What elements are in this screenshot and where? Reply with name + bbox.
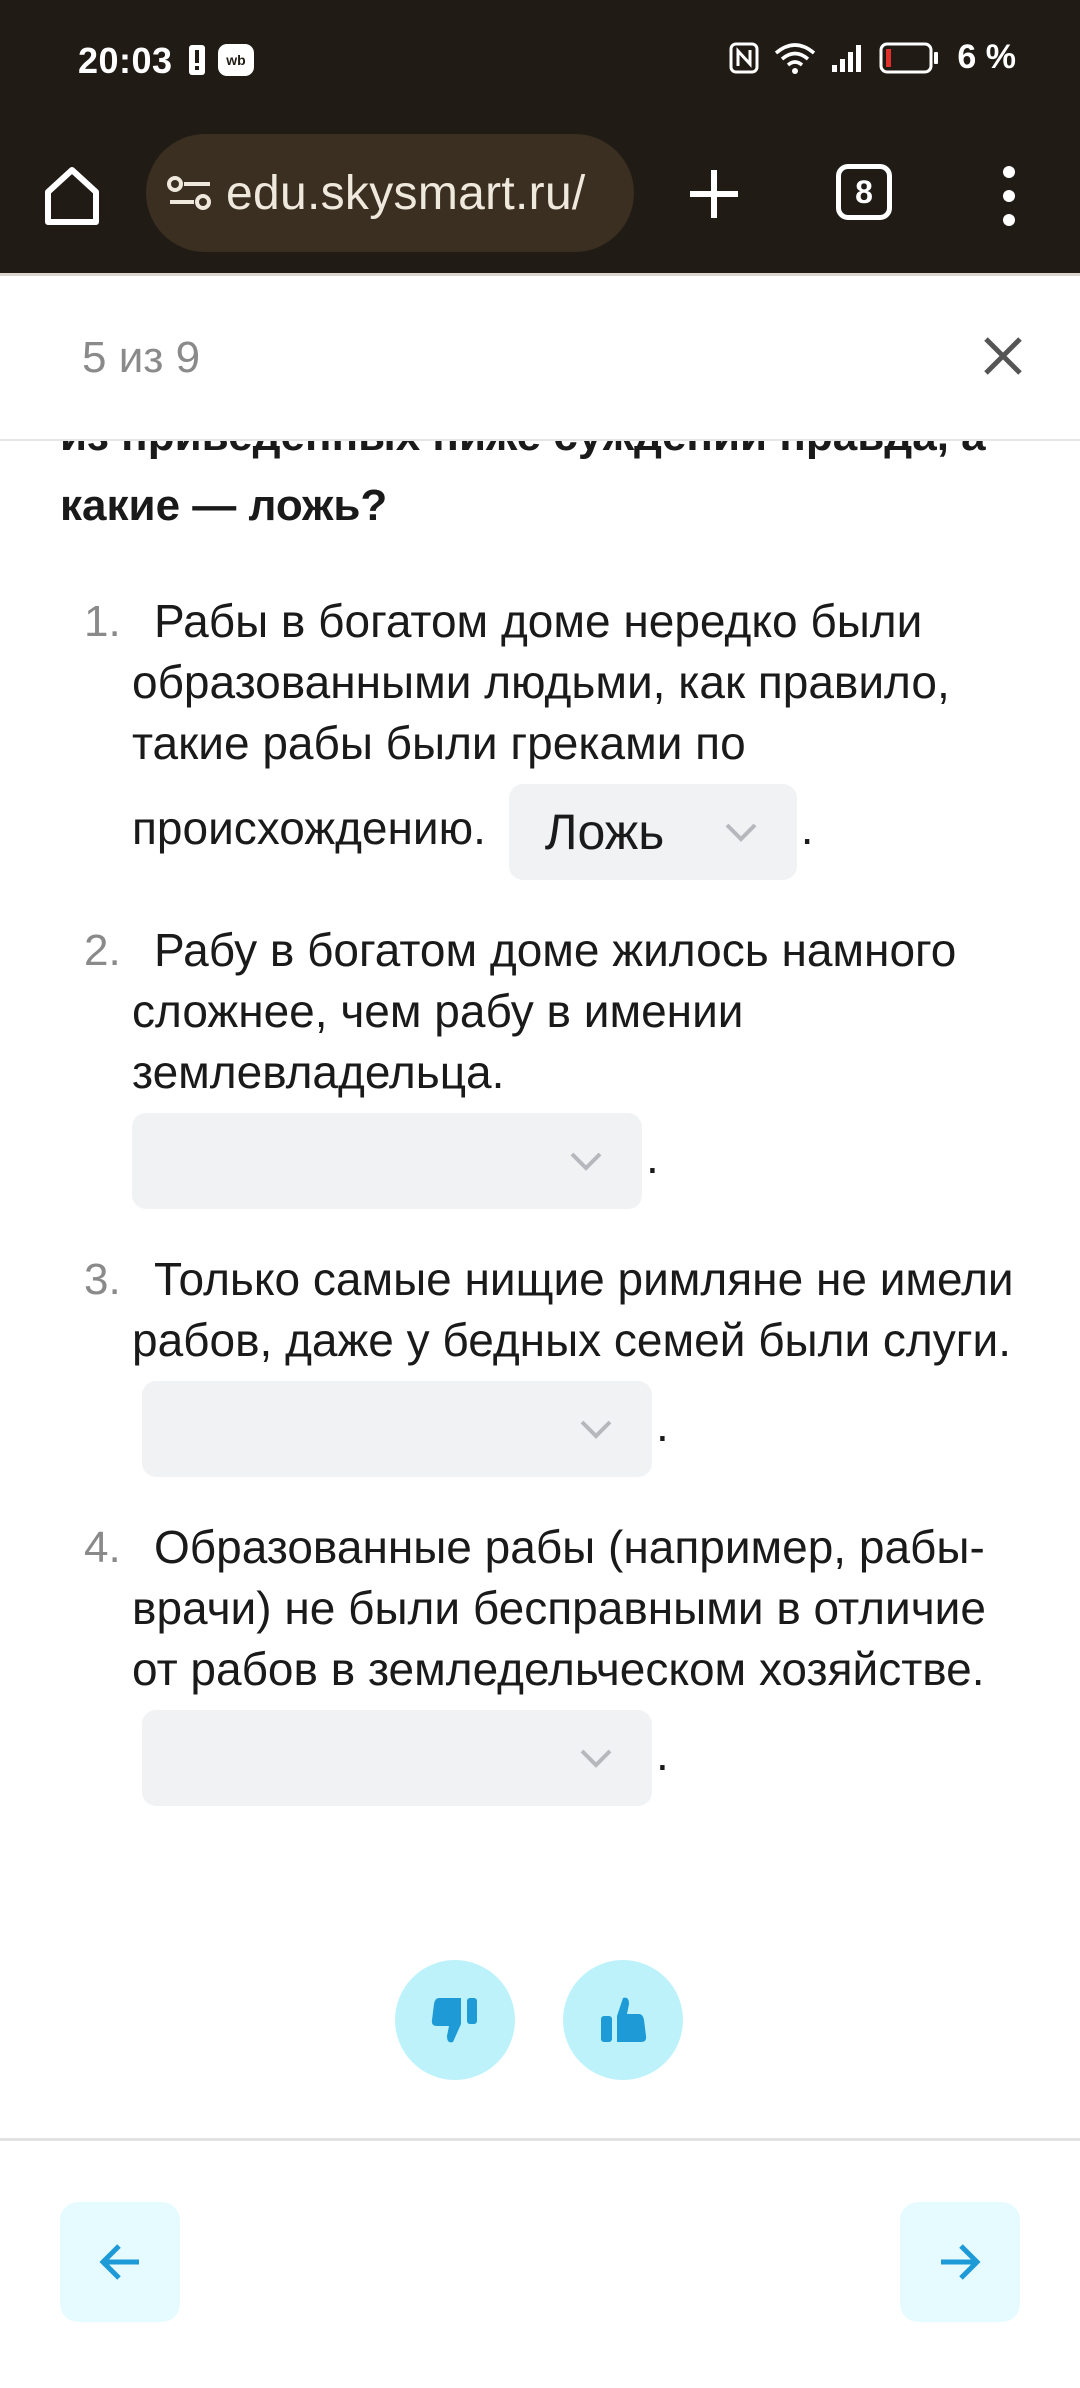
task-header <box>0 279 1080 441</box>
new-tab-icon[interactable] <box>684 164 744 224</box>
item-text: Рабы в богатом доме нередко были образованными людьми, как правило, такие рабы были греками по происхождению. <box>132 595 950 855</box>
item-number: 4. <box>84 1523 121 1572</box>
item-text: Только самые нищие римляне не имели рабов, даже у бедных семей были слуги. <box>132 1253 1014 1366</box>
dislike-button[interactable] <box>395 1960 515 2080</box>
item-number: 2. <box>84 926 121 975</box>
svg-text:wb: wb <box>226 52 246 68</box>
previous-button[interactable] <box>60 2202 180 2322</box>
answer-select-wrap <box>132 1103 646 1219</box>
chevron-down-icon <box>578 1747 614 1769</box>
close-icon[interactable] <box>980 333 1026 379</box>
answer-select-wrap <box>499 774 801 890</box>
divider <box>0 2138 1080 2141</box>
system-icons <box>729 38 1016 77</box>
next-button[interactable] <box>900 2202 1020 2322</box>
arrow-right-icon <box>937 2242 983 2282</box>
question-text: какие — ложь? <box>60 481 388 530</box>
wifi-icon <box>773 41 817 75</box>
status-time: 20:03 <box>78 40 173 81</box>
home-icon[interactable] <box>40 160 104 232</box>
item-end: . <box>656 1728 669 1781</box>
thumbs-down-icon <box>425 1990 485 2050</box>
address-bar[interactable] <box>146 134 634 252</box>
item-end: . <box>800 802 814 855</box>
nfc-icon <box>729 42 759 74</box>
answer-dropdown[interactable] <box>142 1710 652 1806</box>
list-item <box>0 1517 1080 1816</box>
battery-icon <box>879 42 939 74</box>
chevron-down-icon <box>723 821 759 843</box>
wb-app-icon <box>218 44 254 76</box>
answer-dropdown[interactable] <box>509 784 797 880</box>
tab-switcher-button[interactable]: 8 <box>836 164 892 220</box>
item-end: . <box>656 1399 669 1452</box>
item-text: Рабу в богатом доме жилось намного сложнее, чем рабу в имении землевладельца. <box>132 924 957 1098</box>
item-end: . <box>646 1131 659 1184</box>
item-number: 3. <box>84 1255 121 1304</box>
notification-icons <box>188 44 254 76</box>
arrow-left-icon <box>97 2242 143 2282</box>
answer-select-wrap <box>132 1371 656 1487</box>
chevron-down-icon <box>578 1418 614 1440</box>
site-settings-icon[interactable] <box>166 173 214 213</box>
browser-toolbar <box>0 120 1080 276</box>
task-content <box>0 441 1080 2141</box>
sim-alert-icon <box>188 44 206 76</box>
item-text: Образованные рабы (например, рабы-врачи) не были бесправными в отличие от рабов в земледельческом хозяйстве. <box>132 1521 986 1695</box>
like-button[interactable] <box>563 1960 683 2080</box>
chevron-down-icon <box>568 1150 604 1172</box>
task-counter: 5 из 9 <box>82 333 201 382</box>
signal-icon <box>831 43 865 73</box>
answer-dropdown[interactable] <box>142 1381 652 1477</box>
item-number: 1. <box>84 597 121 646</box>
feedback-bar <box>0 1960 1080 2090</box>
answer-dropdown[interactable] <box>132 1113 642 1209</box>
list-item <box>0 920 1080 1219</box>
more-menu-icon[interactable] <box>994 164 1024 228</box>
list-item <box>0 1249 1080 1487</box>
thumbs-up-icon <box>593 1990 653 2050</box>
selected-value: Ложь <box>544 803 665 860</box>
status-bar <box>0 0 1080 120</box>
battery-percentage: 6 % <box>957 38 1016 76</box>
statements-list <box>0 591 1080 1846</box>
url-text[interactable]: edu.skysmart.ru/ <box>226 166 586 220</box>
answer-select-wrap <box>132 1700 656 1816</box>
list-item <box>0 591 1080 890</box>
